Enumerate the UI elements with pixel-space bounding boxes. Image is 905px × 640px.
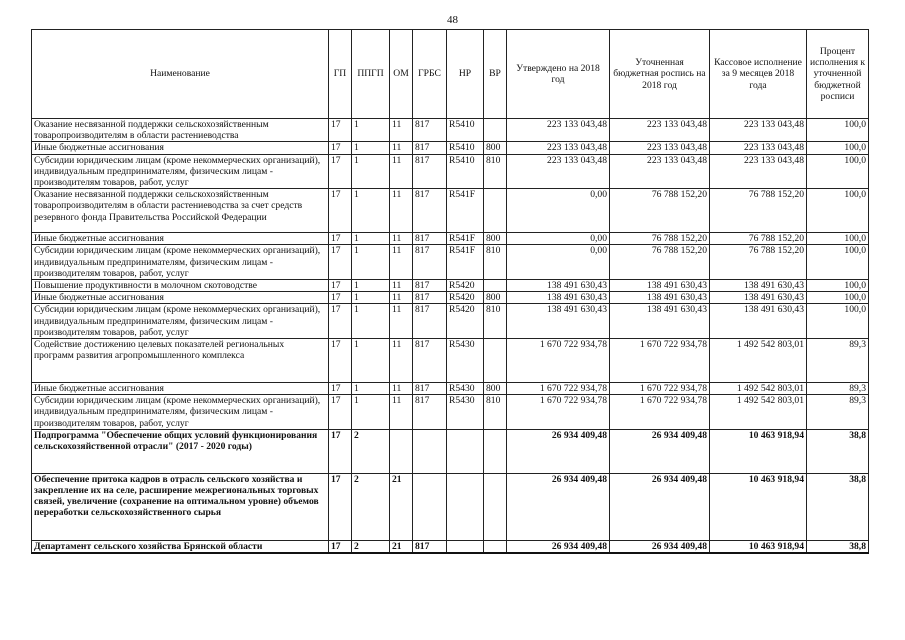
table-cell-approved: 0,00 bbox=[507, 189, 610, 233]
col-header-cash: Кассовое исполнение за 9 месяцев 2018 года bbox=[710, 30, 807, 119]
table-cell-gp: 17 bbox=[329, 540, 352, 553]
col-header-approved: Утверждено на 2018 год bbox=[507, 30, 610, 119]
table-cell-grbs: 817 bbox=[413, 540, 447, 553]
table-cell-ppgp: 1 bbox=[352, 280, 390, 292]
table-cell-ppgp: 1 bbox=[352, 292, 390, 304]
table-cell-approved: 26 934 409,48 bbox=[507, 473, 610, 540]
table-cell-gp: 17 bbox=[329, 292, 352, 304]
table-cell-vr: 810 bbox=[484, 395, 507, 430]
table-cell-np bbox=[447, 429, 484, 473]
table-cell-percent: 100,0 bbox=[807, 154, 869, 189]
table-row bbox=[32, 280, 869, 292]
table-cell-refined: 1 670 722 934,78 bbox=[610, 339, 710, 383]
table-cell-vr: 800 bbox=[484, 233, 507, 245]
table-cell-om: 11 bbox=[390, 395, 413, 430]
table-cell-approved: 223 133 043,48 bbox=[507, 154, 610, 189]
table-cell-refined: 76 788 152,20 bbox=[610, 233, 710, 245]
col-header-grbs: ГРБС bbox=[413, 30, 447, 119]
table-cell-vr bbox=[484, 429, 507, 473]
table-cell-percent: 100,0 bbox=[807, 233, 869, 245]
table-cell-approved: 0,00 bbox=[507, 233, 610, 245]
table-cell-om: 11 bbox=[390, 189, 413, 233]
table-cell-refined: 26 934 409,48 bbox=[610, 540, 710, 553]
table-row bbox=[32, 154, 869, 189]
table-cell-cash: 1 492 542 803,01 bbox=[710, 383, 807, 395]
table-cell-approved: 26 934 409,48 bbox=[507, 540, 610, 553]
table-cell-vr: 810 bbox=[484, 304, 507, 339]
table-cell-om: 11 bbox=[390, 154, 413, 189]
table-cell-refined: 223 133 043,48 bbox=[610, 154, 710, 189]
table-cell-ppgp: 1 bbox=[352, 304, 390, 339]
table-cell-cash: 10 463 918,94 bbox=[710, 540, 807, 553]
table-cell-name: Оказание несвязанной поддержки сельскохозяйственным товаропроизводителям в области растениеводства bbox=[32, 119, 329, 142]
table-cell-om: 11 bbox=[390, 280, 413, 292]
table-cell-ppgp: 1 bbox=[352, 119, 390, 142]
table-row bbox=[32, 189, 869, 233]
table-row bbox=[32, 339, 869, 383]
table-cell-np: R5420 bbox=[447, 292, 484, 304]
col-header-vr: ВР bbox=[484, 30, 507, 119]
table-cell-grbs: 817 bbox=[413, 154, 447, 189]
table-cell-name: Субсидии юридическим лицам (кроме некоммерческих организаций), индивидуальным предпринимателям, физическим лицам - производителям товаров, работ, услуг bbox=[32, 154, 329, 189]
table-cell-gp: 17 bbox=[329, 473, 352, 540]
table-cell-vr: 800 bbox=[484, 292, 507, 304]
table-cell-refined: 26 934 409,48 bbox=[610, 473, 710, 540]
table-cell-grbs: 817 bbox=[413, 189, 447, 233]
table-cell-percent: 89,3 bbox=[807, 383, 869, 395]
table-body bbox=[32, 119, 869, 554]
table-cell-om: 11 bbox=[390, 245, 413, 280]
table-cell-vr bbox=[484, 189, 507, 233]
table-cell-approved: 1 670 722 934,78 bbox=[507, 395, 610, 430]
table-cell-np: R5430 bbox=[447, 339, 484, 383]
table-cell-om: 21 bbox=[390, 540, 413, 553]
table-cell-percent: 100,0 bbox=[807, 142, 869, 154]
table-cell-gp: 17 bbox=[329, 280, 352, 292]
table-cell-name: Иные бюджетные ассигнования bbox=[32, 292, 329, 304]
table-cell-vr: 810 bbox=[484, 245, 507, 280]
table-cell-om: 21 bbox=[390, 473, 413, 540]
table-cell-refined: 76 788 152,20 bbox=[610, 189, 710, 233]
table-cell-percent: 89,3 bbox=[807, 395, 869, 430]
table-cell-vr: 800 bbox=[484, 142, 507, 154]
table-cell-cash: 223 133 043,48 bbox=[710, 154, 807, 189]
col-header-name: Наименование bbox=[32, 30, 329, 119]
table-row bbox=[32, 142, 869, 154]
table-cell-gp: 17 bbox=[329, 189, 352, 233]
table-cell-approved: 1 670 722 934,78 bbox=[507, 383, 610, 395]
table-cell-np: R541F bbox=[447, 233, 484, 245]
table-cell-grbs: 817 bbox=[413, 119, 447, 142]
table-cell-approved: 1 670 722 934,78 bbox=[507, 339, 610, 383]
table-cell-np bbox=[447, 540, 484, 553]
table-row bbox=[32, 395, 869, 430]
col-header-gp: ГП bbox=[329, 30, 352, 119]
table-cell-approved: 138 491 630,43 bbox=[507, 280, 610, 292]
table-cell-vr bbox=[484, 540, 507, 553]
table-cell-name: Департамент сельского хозяйства Брянской области bbox=[32, 540, 329, 553]
table-cell-grbs: 817 bbox=[413, 304, 447, 339]
table-cell-percent: 100,0 bbox=[807, 280, 869, 292]
table-cell-vr bbox=[484, 473, 507, 540]
table-row bbox=[32, 429, 869, 473]
table-cell-ppgp: 1 bbox=[352, 189, 390, 233]
table-cell-refined: 138 491 630,43 bbox=[610, 292, 710, 304]
table-cell-approved: 138 491 630,43 bbox=[507, 292, 610, 304]
table-cell-name: Субсидии юридическим лицам (кроме некоммерческих организаций), индивидуальным предпринимателям, физическим лицам - производителям товаров, работ, услуг bbox=[32, 245, 329, 280]
page-number: 48 bbox=[447, 14, 458, 26]
table-cell-cash: 138 491 630,43 bbox=[710, 292, 807, 304]
table-cell-cash: 76 788 152,20 bbox=[710, 189, 807, 233]
table-cell-np: R541F bbox=[447, 189, 484, 233]
table-cell-gp: 17 bbox=[329, 304, 352, 339]
table-cell-grbs bbox=[413, 473, 447, 540]
table-cell-refined: 223 133 043,48 bbox=[610, 142, 710, 154]
table-cell-approved: 26 934 409,48 bbox=[507, 429, 610, 473]
table-cell-cash: 1 492 542 803,01 bbox=[710, 395, 807, 430]
table-row bbox=[32, 473, 869, 540]
col-header-om: ОМ bbox=[390, 30, 413, 119]
table-cell-name: Обеспечение притока кадров в отрасль сельского хозяйства и закрепление их на селе, расширение межрегиональных торговых связей, увеличение (сохранение на оптимальном уровне) объемов переработки сельскохозяйственного сырья bbox=[32, 473, 329, 540]
table-cell-gp: 17 bbox=[329, 339, 352, 383]
table-cell-name: Оказание несвязанной поддержки сельскохозяйственным товаропроизводителям в области растениеводства за счет средств резервного фонда Правительства Российской Федерации bbox=[32, 189, 329, 233]
table-cell-gp: 17 bbox=[329, 119, 352, 142]
table-cell-percent: 100,0 bbox=[807, 245, 869, 280]
table-cell-percent: 38,8 bbox=[807, 473, 869, 540]
table-cell-percent: 100,0 bbox=[807, 292, 869, 304]
table-cell-ppgp: 1 bbox=[352, 383, 390, 395]
table-cell-percent: 38,8 bbox=[807, 429, 869, 473]
table-cell-refined: 138 491 630,43 bbox=[610, 280, 710, 292]
table-cell-gp: 17 bbox=[329, 142, 352, 154]
table-cell-refined: 76 788 152,20 bbox=[610, 245, 710, 280]
table-cell-om: 11 bbox=[390, 119, 413, 142]
table-cell-approved: 0,00 bbox=[507, 245, 610, 280]
table-cell-cash: 223 133 043,48 bbox=[710, 119, 807, 142]
table-cell-cash: 138 491 630,43 bbox=[710, 304, 807, 339]
table-cell-ppgp: 1 bbox=[352, 245, 390, 280]
table-cell-ppgp: 2 bbox=[352, 473, 390, 540]
table-cell-approved: 138 491 630,43 bbox=[507, 304, 610, 339]
table-cell-gp: 17 bbox=[329, 233, 352, 245]
table-cell-refined: 26 934 409,48 bbox=[610, 429, 710, 473]
table-cell-np: R5430 bbox=[447, 383, 484, 395]
table-cell-vr bbox=[484, 119, 507, 142]
col-header-np: НР bbox=[447, 30, 484, 119]
table-cell-grbs: 817 bbox=[413, 142, 447, 154]
table-cell-name: Иные бюджетные ассигнования bbox=[32, 383, 329, 395]
table-cell-grbs bbox=[413, 429, 447, 473]
table-cell-refined: 223 133 043,48 bbox=[610, 119, 710, 142]
table-cell-cash: 1 492 542 803,01 bbox=[710, 339, 807, 383]
table-cell-om: 11 bbox=[390, 142, 413, 154]
table-cell-cash: 138 491 630,43 bbox=[710, 280, 807, 292]
table-cell-grbs: 817 bbox=[413, 245, 447, 280]
table-row bbox=[32, 119, 869, 142]
table-cell-percent: 38,8 bbox=[807, 540, 869, 553]
table-row bbox=[32, 540, 869, 553]
table-cell-name: Подпрограмма "Обеспечение общих условий функционирования сельскохозяйственной отрасли" (2017 - 2020 годы) bbox=[32, 429, 329, 473]
table-cell-ppgp: 1 bbox=[352, 154, 390, 189]
table-row bbox=[32, 304, 869, 339]
col-header-ppgp: ППГП bbox=[352, 30, 390, 119]
table-cell-name: Субсидии юридическим лицам (кроме некоммерческих организаций), индивидуальным предпринимателям, физическим лицам - производителям товаров, работ, услуг bbox=[32, 304, 329, 339]
table-cell-percent: 100,0 bbox=[807, 304, 869, 339]
table-cell-vr: 800 bbox=[484, 383, 507, 395]
table-cell-name: Субсидии юридическим лицам (кроме некоммерческих организаций), индивидуальным предпринимателям, физическим лицам - производителям товаров, работ, услуг bbox=[32, 395, 329, 430]
table-cell-ppgp: 1 bbox=[352, 142, 390, 154]
table-cell-refined: 1 670 722 934,78 bbox=[610, 395, 710, 430]
table-cell-percent: 100,0 bbox=[807, 119, 869, 142]
table-cell-np: R5410 bbox=[447, 154, 484, 189]
table-cell-approved: 223 133 043,48 bbox=[507, 142, 610, 154]
table-cell-refined: 1 670 722 934,78 bbox=[610, 383, 710, 395]
table-cell-grbs: 817 bbox=[413, 233, 447, 245]
table-cell-np: R5420 bbox=[447, 304, 484, 339]
table-cell-cash: 10 463 918,94 bbox=[710, 429, 807, 473]
table-cell-name: Содействие достижению целевых показателей региональных программ развития агропромышленного комплекса bbox=[32, 339, 329, 383]
table-cell-vr bbox=[484, 339, 507, 383]
table-cell-name: Иные бюджетные ассигнования bbox=[32, 142, 329, 154]
table-cell-ppgp: 1 bbox=[352, 395, 390, 430]
table-cell-np: R541F bbox=[447, 245, 484, 280]
table-cell-grbs: 817 bbox=[413, 383, 447, 395]
table-cell-name: Повышение продуктивности в молочном скотоводстве bbox=[32, 280, 329, 292]
table-row bbox=[32, 233, 869, 245]
table-cell-vr bbox=[484, 280, 507, 292]
table-cell-np: R5430 bbox=[447, 395, 484, 430]
table-cell-ppgp: 2 bbox=[352, 540, 390, 553]
table-cell-om bbox=[390, 429, 413, 473]
table-cell-gp: 17 bbox=[329, 429, 352, 473]
table-cell-grbs: 817 bbox=[413, 280, 447, 292]
table-cell-om: 11 bbox=[390, 233, 413, 245]
table-cell-refined: 138 491 630,43 bbox=[610, 304, 710, 339]
table-cell-om: 11 bbox=[390, 292, 413, 304]
col-header-percent: Процент исполнения к уточненной бюджетной росписи bbox=[807, 30, 869, 119]
table-cell-ppgp: 2 bbox=[352, 429, 390, 473]
table-cell-percent: 100,0 bbox=[807, 189, 869, 233]
col-header-refined: Уточненная бюджетная роспись на 2018 год bbox=[610, 30, 710, 119]
table-row bbox=[32, 383, 869, 395]
table-cell-gp: 17 bbox=[329, 383, 352, 395]
table-cell-np: R5420 bbox=[447, 280, 484, 292]
table-cell-ppgp: 1 bbox=[352, 233, 390, 245]
table-cell-vr: 810 bbox=[484, 154, 507, 189]
table-cell-grbs: 817 bbox=[413, 339, 447, 383]
table-cell-np bbox=[447, 473, 484, 540]
table-cell-cash: 76 788 152,20 bbox=[710, 245, 807, 280]
table-row bbox=[32, 292, 869, 304]
table-cell-gp: 17 bbox=[329, 395, 352, 430]
table-cell-grbs: 817 bbox=[413, 395, 447, 430]
table-cell-cash: 223 133 043,48 bbox=[710, 142, 807, 154]
table-cell-om: 11 bbox=[390, 339, 413, 383]
table-cell-approved: 223 133 043,48 bbox=[507, 119, 610, 142]
table-cell-cash: 10 463 918,94 bbox=[710, 473, 807, 540]
table-cell-np: R5410 bbox=[447, 119, 484, 142]
table-cell-gp: 17 bbox=[329, 154, 352, 189]
table-cell-om: 11 bbox=[390, 383, 413, 395]
header-row bbox=[32, 30, 869, 119]
table-cell-om: 11 bbox=[390, 304, 413, 339]
table-cell-ppgp: 1 bbox=[352, 339, 390, 383]
table-cell-gp: 17 bbox=[329, 245, 352, 280]
table-cell-np: R5410 bbox=[447, 142, 484, 154]
table-cell-grbs: 817 bbox=[413, 292, 447, 304]
table-cell-name: Иные бюджетные ассигнования bbox=[32, 233, 329, 245]
table-row bbox=[32, 245, 869, 280]
table-cell-percent: 89,3 bbox=[807, 339, 869, 383]
table-cell-cash: 76 788 152,20 bbox=[710, 233, 807, 245]
budget-table bbox=[31, 29, 869, 554]
